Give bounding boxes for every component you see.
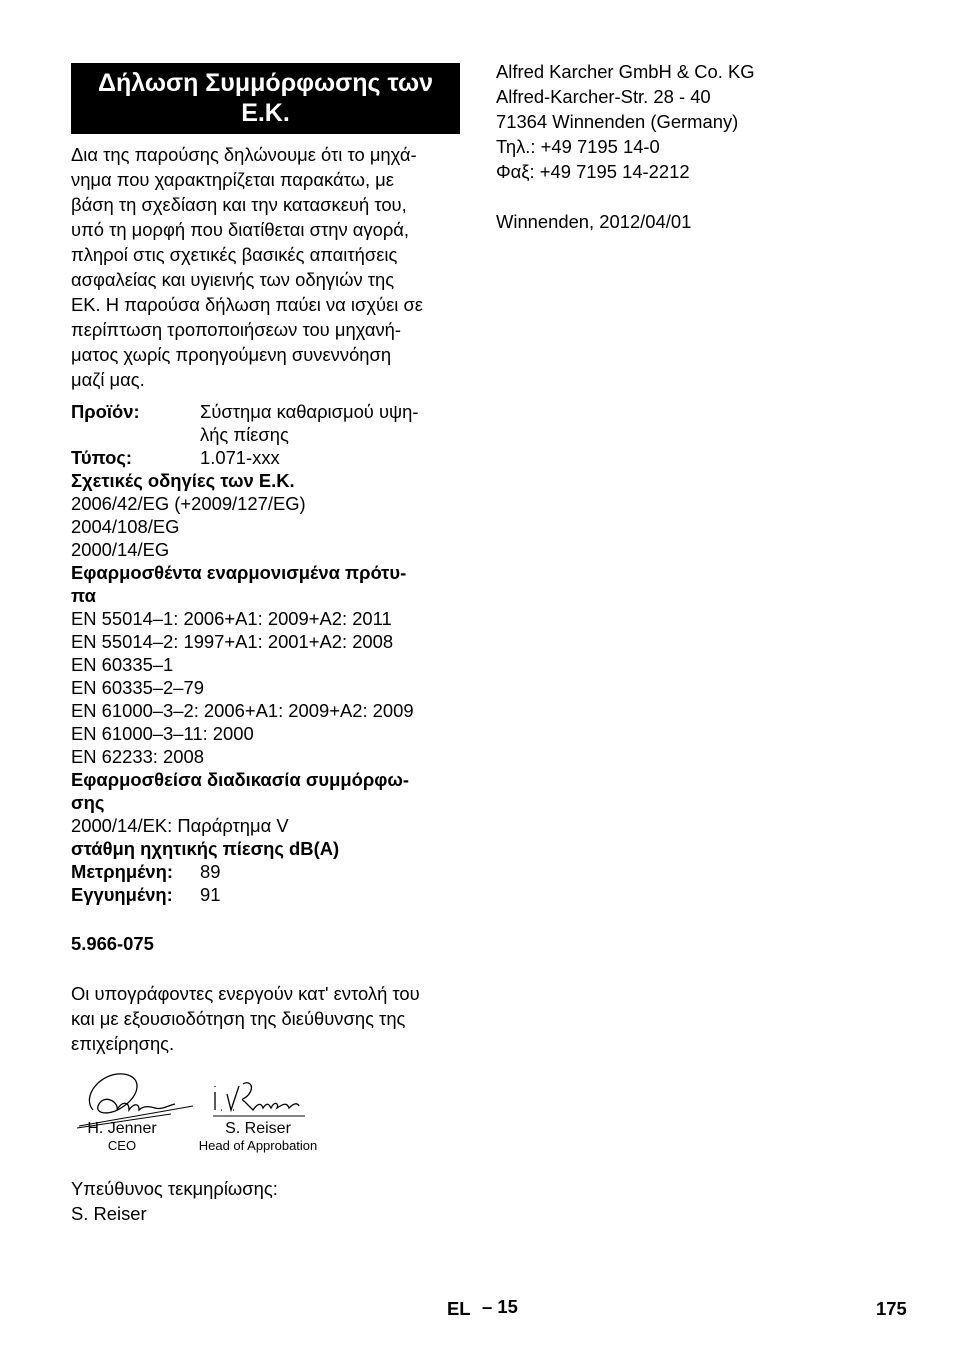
documentation-label: Υπεύθυνος τεκμηρίωσης: — [71, 1178, 278, 1199]
footer-section-page: – 15 — [482, 1296, 518, 1317]
intro-line: ασφαλείας και υγιεινής των οδηγιών της — [71, 269, 395, 290]
standard-item: EN 61000–3–2: 2006+A1: 2009+A2: 2009 — [71, 700, 414, 721]
sound-guaranteed-value: 91 — [200, 884, 221, 905]
footer-page-number: 175 — [876, 1298, 907, 1319]
documentation-responsible — [71, 1176, 460, 1226]
signers-note — [71, 981, 460, 1056]
left-column — [71, 63, 460, 1226]
directive-item: 2000/14/EG — [71, 539, 170, 560]
product-row — [71, 400, 460, 446]
procedure-heading-cont: σης — [71, 792, 105, 813]
directive-item: 2004/108/EG — [71, 516, 180, 537]
standards-heading: Εφαρμοσθέντα εναρμονισμένα πρότυ- — [71, 562, 407, 583]
address-line: Φαξ: +49 7195 14-2212 — [496, 161, 690, 182]
intro-paragraph — [71, 142, 460, 392]
product-value-line: λής πίεσης — [200, 424, 289, 445]
page-title: Δήλωση Συμμόρφωσης των Ε.Κ. — [71, 63, 460, 134]
standard-item: EN 61000–3–11: 2000 — [71, 723, 254, 744]
standard-item: EN 55014–2: 1997+A1: 2001+A2: 2008 — [71, 631, 394, 652]
address-line: Alfred-Karcher-Str. 28 - 40 — [496, 86, 711, 107]
signer-reiser — [195, 1120, 321, 1154]
type-row — [71, 446, 460, 469]
sound-guaranteed-label: Εγγυημένη: — [71, 884, 173, 905]
documentation-name: S. Reiser — [71, 1203, 147, 1224]
standards-heading-cont: πα — [71, 585, 96, 606]
intro-line: πληροί στις σχετικές βασικές απαιτήσεις — [71, 244, 398, 265]
sound-measured-value: 89 — [200, 861, 221, 882]
intro-line: ματος χωρίς προηγούμενη συνεννόηση — [71, 344, 392, 365]
signers-note-line: και με εξουσιοδότηση της διεύθυνσης της — [71, 1008, 406, 1029]
signer-role: Head of Approbation — [198, 1138, 318, 1153]
directives-heading: Σχετικές οδηγίες των Ε.Κ. — [71, 470, 295, 491]
standard-item: EN 55014–1: 2006+A1: 2009+A2: 2011 — [71, 608, 392, 629]
signers-note-line: επιχείρησης. — [71, 1033, 175, 1054]
place-date: Winnenden, 2012/04/01 — [496, 211, 692, 232]
directive-item: 2006/42/EG (+2009/127/EG) — [71, 493, 306, 514]
product-value — [200, 400, 460, 446]
type-label: Τύπος: — [71, 447, 133, 468]
standard-item: EN 62233: 2008 — [71, 746, 204, 767]
address-line: 71364 Winnenden (Germany) — [496, 111, 739, 132]
address-line: Alfred Karcher GmbH & Co. KG — [496, 61, 755, 82]
standard-item: EN 60335–2–79 — [71, 677, 204, 698]
procedure-heading: Εφαρμοσθείσα διαδικασία συμμόρφω- — [71, 769, 410, 790]
company-address — [496, 59, 896, 184]
signer-name: S. Reiser — [225, 1120, 291, 1137]
intro-line: Δια της παρούσης δηλώνουμε ότι το μηχά- — [71, 144, 417, 165]
right-column — [496, 59, 896, 234]
product-label: Προϊόν: — [71, 401, 140, 422]
intro-line: νημα που χαρακτηρίζεται παρακάτω, με — [71, 169, 394, 190]
signer-jenner — [79, 1120, 165, 1154]
signer-name: H. Jenner — [87, 1120, 157, 1137]
sound-measured-row — [71, 860, 460, 883]
sound-guaranteed-row — [71, 883, 460, 906]
signer-role: CEO — [107, 1138, 137, 1153]
type-value: 1.071-xxx — [200, 447, 280, 468]
standard-item: EN 60335–1 — [71, 654, 174, 675]
spec-block — [71, 400, 460, 906]
signers-note-line: Οι υπογράφοντες ενεργούν κατ' εντολή του — [71, 983, 420, 1004]
intro-line: περίπτωση τροποποιήσεων του μηχανή- — [71, 319, 402, 340]
footer-language: EL — [447, 1298, 471, 1319]
intro-line: μαζί μας. — [71, 369, 145, 390]
address-line: Τηλ.: +49 7195 14-0 — [496, 136, 660, 157]
sound-measured-label: Μετρημένη: — [71, 861, 174, 882]
intro-line: ΕΚ. Η παρούσα δήλωση παύει να ισχύει σε — [71, 294, 424, 315]
intro-line: βάση τη σχεδίαση και την κατασκευή του, — [71, 194, 407, 215]
signatures — [71, 1066, 460, 1166]
procedure-value: 2000/14/ΕΚ: Παράρτημα V — [71, 815, 289, 836]
sound-heading: στάθμη ηχητικής πίεσης dB(A) — [71, 838, 340, 859]
product-value-line: Σύστημα καθαρισμού υψη- — [200, 401, 419, 422]
intro-line: υπό τη μορφή που διατίθεται στην αγορά, — [71, 219, 410, 240]
part-number: 5.966-075 — [71, 933, 154, 954]
